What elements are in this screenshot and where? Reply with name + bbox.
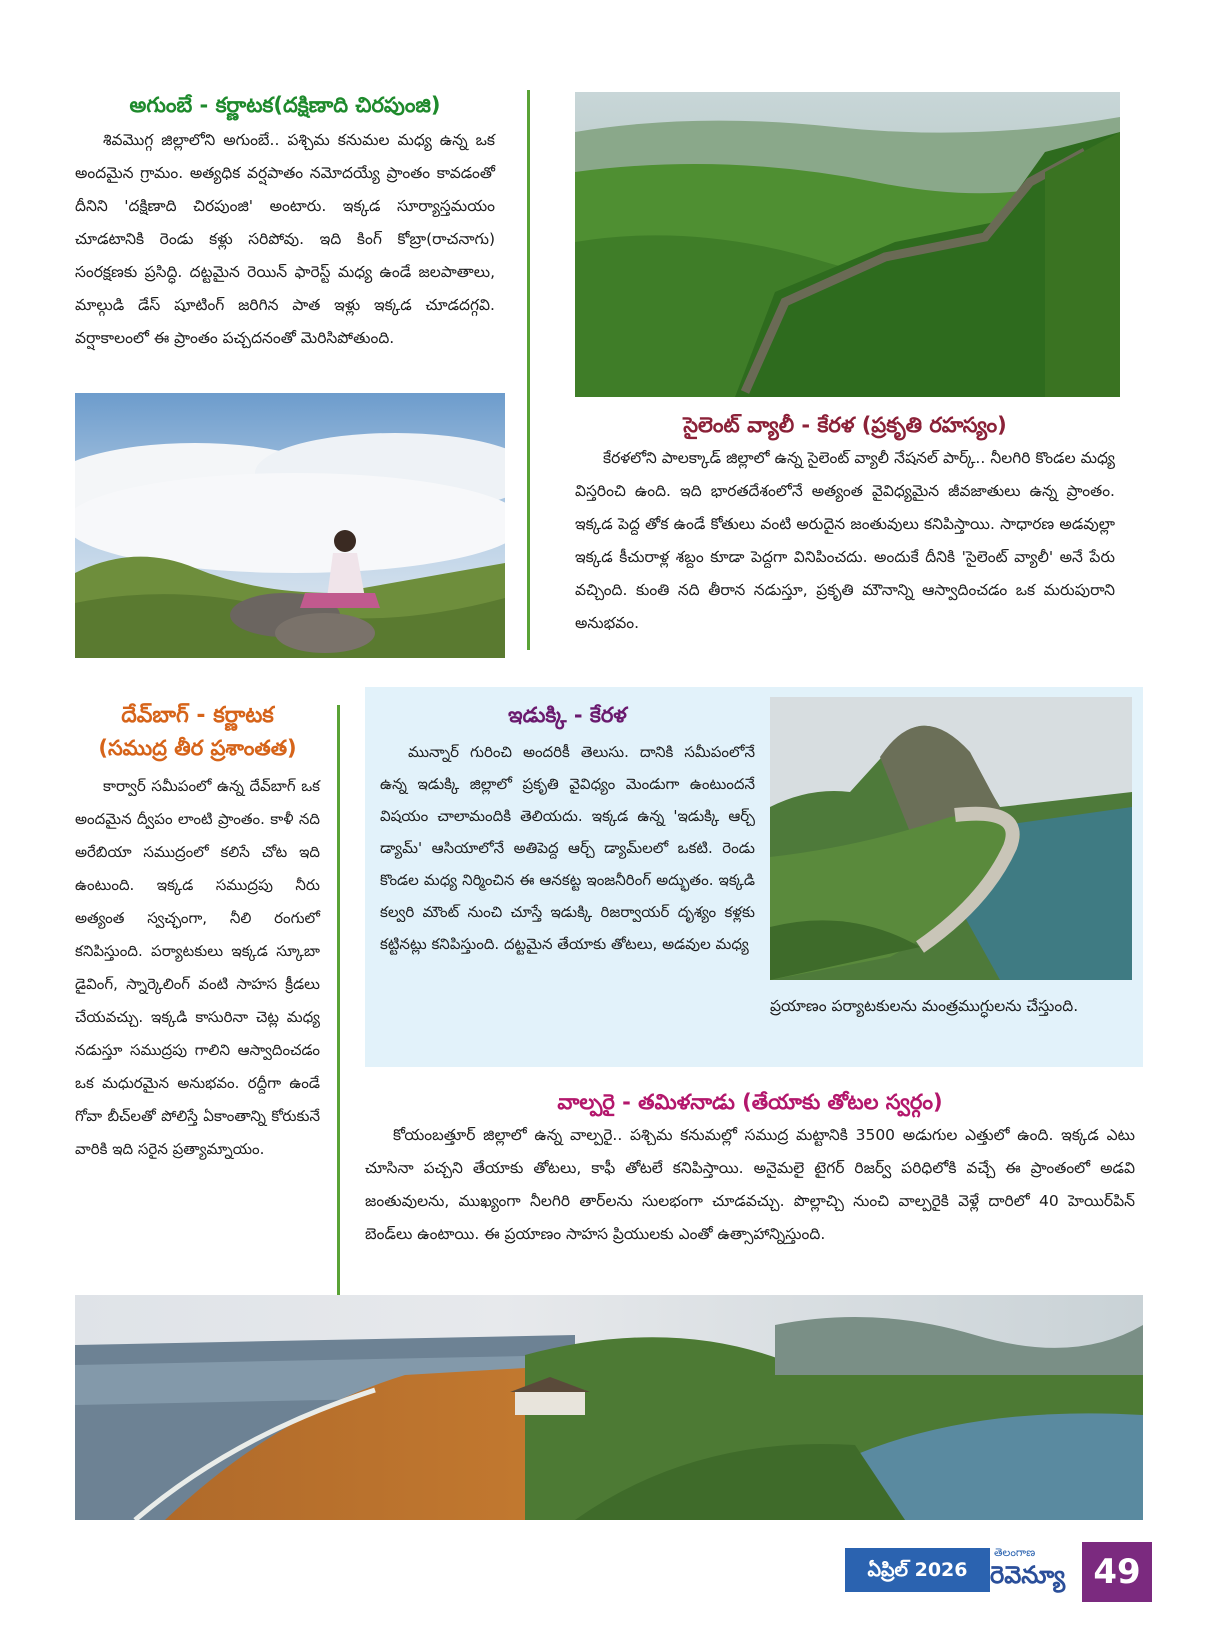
magazine-logo bbox=[990, 1546, 1080, 1594]
devbagh-title-line2: (సముద్ర తీర ప్రశాంతత) bbox=[98, 736, 297, 760]
idukki-text: మున్నార్ గురించి అందరికీ తెలుసు. దానికి సమీపంలోనే ఉన్న ఇడుక్కి జిల్లాలో ప్రకృతి వైవిధ్యం మెండుగా ఉంటుందనే విషయం చాలామందికి తెలియదు. ఇక్కడ ఉన్న 'ఇడుక్కి ఆర్చ్ డ్యామ్' ఆసియాలోనే అతిపెద్ద ఆర్చ్ డ్యామ్‌లలో ఒకటి. రెండు కొండల మధ్య నిర్మించిన ఈ ఆనకట్ట ఇంజనీరింగ్ అద్భుతం. ఇక్కడి కల్వరి మౌంట్ నుంచి చూస్తే ఇడుక్కి రిజర్వాయర్ దృశ్యం కళ్లకు కట్టినట్లు కనిపిస్తుంది. దట్టమైన తేయాకు తోటలు, అడవుల మధ్య bbox=[380, 743, 756, 953]
devbagh-section bbox=[75, 700, 320, 1166]
agumbe-title: అగుంబే - కర్ణాటక(దక్షిణాది చిరపుంజి) bbox=[129, 93, 441, 117]
devbagh-text: కార్వార్ సమీపంలో ఉన్న దేవ్‌బాగ్ ఒక అందమైన ద్వీపం లాంటి ప్రాంతం. కాళీ నది అరేబియా సముద్రంలో కలిసే చోట ఇది ఉంటుంది. ఇక్కడ సముద్రపు నీరు అత్యంత స్వచ్ఛంగా, నీలి రంగులో కనిపిస్తుంది. పర్యాటకులు ఇక్కడ స్కూబా డైవింగ్, స్నార్కెలింగ్ వంటి సాహస క్రీడలు చేయవచ్చు. ఇక్కడి కాసురినా చెట్ల మధ్య నడుస్తూ సముద్రపు గాలిని ఆస్వాదించడం ఒక మధురమైన అనుభవం. రద్దీగా ఉండే గోవా బీచ్‌లతో పోలిస్తే ఏకాంతాన్ని కోరుకునే వారికి ఇది సరైన ప్రత్యామ్నాయం. bbox=[75, 777, 320, 1158]
silent-valley-section bbox=[575, 410, 1115, 640]
valparai-section bbox=[365, 1087, 1135, 1251]
devbagh-title-line1: దేవ్‌బాగ్ - కర్ణాటక bbox=[121, 703, 274, 728]
silent-valley-text: కేరళలోని పాలక్కాడ్ జిల్లాలో ఉన్న సైలెంట్ వ్యాలీ నేషనల్ పార్క్.. నీలగిరి కొండల మధ్య విస్తరించి ఉంది. ఇది భారతదేశంలోనే అత్యంత వైవిధ్యమైన జీవజాతులు ఉన్న ప్రాంతం. ఇక్కడ పెద్ద తోక ఉండే కోతులు వంటి అరుదైన జంతువులు కనిపిస్తాయి. సాధారణ అడవుల్లా ఇక్కడ కీచురాళ్ల శబ్దం కూడా పెద్దగా వినిపించదు. అందుకే దీనికి 'సైలెంట్ వ్యాలీ' అనే పేరు వచ్చింది. కుంతి నది తీరాన నడుస్తూ, ప్రకృతి మౌనాన్ని ఆస్వాదించడం ఒక మరుపురాని అనుభవం. bbox=[575, 449, 1115, 632]
idukki-title: ఇడుక్కి - కేరళ bbox=[508, 703, 627, 727]
idukki-text-continued: ప్రయాణం పర్యాటకులను మంత్రముగ్ధులను చేస్తుంది. bbox=[770, 997, 1079, 1015]
logo-big-text: రెవెన్యూ bbox=[990, 1561, 1066, 1589]
devbagh-divider bbox=[337, 705, 340, 1295]
agumbe-divider bbox=[527, 90, 530, 650]
agumbe-section bbox=[75, 90, 495, 355]
issue-date: ఏప్రిల్ 2026 bbox=[845, 1548, 990, 1592]
agumbe-photo bbox=[75, 393, 505, 658]
valparai-text: కోయంబత్తూర్ జిల్లాలో ఉన్న వాల్పరై.. పశ్చిమ కనుమల్లో సముద్ర మట్టానికి 3500 అడుగుల ఎత్తులో ఉంది. ఇక్కడ ఎటు చూసినా పచ్చని తేయాకు తోటలు, కాఫీ తోటలే కనిపిస్తాయి. అనైమలై టైగర్ రిజర్వ్ పరిధిలోకి వచ్చే ఈ ప్రాంతంలో అడవి జంతువులను, ముఖ్యంగా నీలగిరి తార్‌లను సులభంగా చూడవచ్చు. పొల్లాచ్చి నుంచి వాల్పరైకి వెళ్లే దారిలో 40 హెయిర్‌పిన్ బెండ్‌లు ఉంటాయి. ఈ ప్రయాణం సాహస ప్రియులకు ఎంతో ఉత్సాహాన్నిస్తుంది. bbox=[365, 1126, 1135, 1243]
idukki-dam-photo bbox=[770, 697, 1132, 980]
page-number: 49 bbox=[1082, 1542, 1152, 1602]
silent-valley-title: సైలెంట్ వ్యాలీ - కేరళ (ప్రకృతి రహస్యం) bbox=[683, 413, 1007, 437]
agumbe-text: శివమొగ్గ జిల్లాలోని అగుంబే.. పశ్చిమ కనుమల మధ్య ఉన్న ఒక అందమైన గ్రామం. అత్యధిక వర్షపాతం నమోదయ్యే ప్రాంతం కావడంతో దీనిని 'దక్షిణాది చిరపుంజి' అంటారు. ఇక్కడ సూర్యాస్తమయం చూడటానికి రెండు కళ్లు సరిపోవు. ఇది కింగ్ కోబ్రా(రాచనాగు) సంరక్షణకు ప్రసిద్ధి. దట్టమైన రెయిన్ ఫారెస్ట్ మధ్య ఉండే జలపాతాలు, మాల్గుడి డేస్ షూటింగ్ జరిగిన పాత ఇళ్లు ఇక్కడ చూడదగ్గవి. వర్షాకాలంలో ఈ ప్రాంతం పచ్చదనంతో మెరిసిపోతుంది. bbox=[75, 131, 495, 347]
silent-valley-photo bbox=[575, 92, 1120, 397]
beach-and-tea-estate-photo bbox=[75, 1295, 1143, 1520]
idukki-section bbox=[380, 700, 755, 960]
logo-small-text: తెలంగాణ bbox=[994, 1546, 1036, 1559]
valparai-title: వాల్పరై - తమిళనాడు (తేయాకు తోటల స్వర్గం) bbox=[557, 1090, 943, 1114]
